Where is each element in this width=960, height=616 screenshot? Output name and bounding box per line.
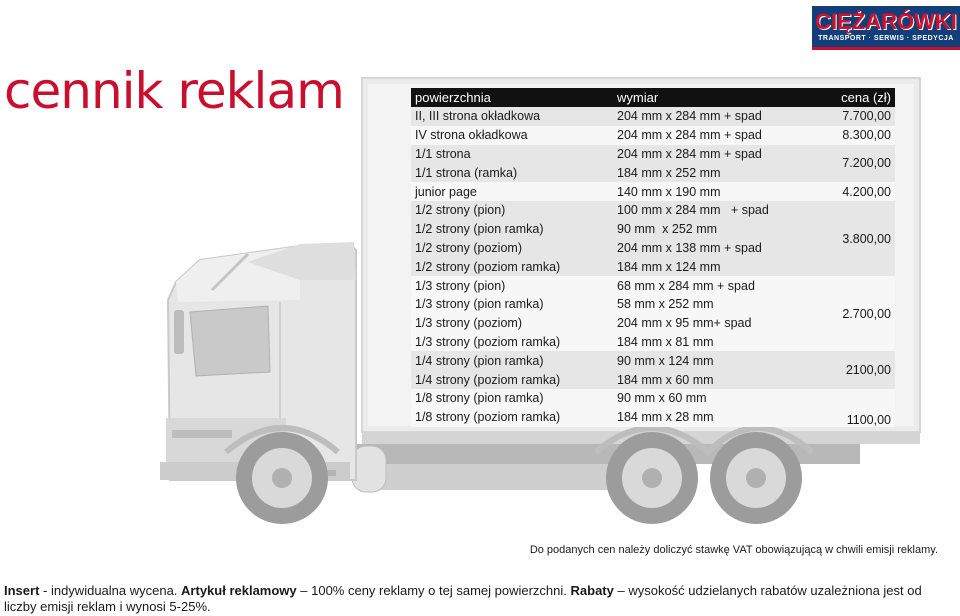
cell-area: 1/8 strony (poziom ramka): [411, 408, 613, 427]
cell-area: 1/2 strony (pion): [411, 201, 613, 220]
cell-dimension: 204 mm x 284 mm + spad: [613, 107, 811, 126]
cell-price: 8.300,00: [811, 126, 895, 145]
insert-text: - indywidualna wycena.: [39, 583, 182, 598]
cell-area: 1/1 strona (ramka): [411, 163, 613, 182]
cell-dimension: 204 mm x 138 mm + spad: [613, 239, 811, 258]
header-area: powierzchnia: [411, 88, 613, 107]
cell-area: 1/2 strony (pion ramka): [411, 220, 613, 239]
brand-logo: [812, 6, 960, 50]
cell-price: 3.800,00: [811, 201, 895, 276]
cell-price: 4.200,00: [811, 182, 895, 201]
cell-dimension: 204 mm x 95 mm+ spad: [613, 314, 811, 333]
cell-dimension: 184 mm x 60 mm: [613, 370, 811, 389]
rebate-label: Rabaty: [570, 583, 614, 598]
header-dimension: wymiar: [613, 88, 811, 107]
logo-tagline: TRANSPORT · SERWIS · SPEDYCJA: [818, 35, 954, 42]
cell-area: 1/3 strony (pion ramka): [411, 295, 613, 314]
cell-area: junior page: [411, 182, 613, 201]
price-table: [411, 88, 895, 427]
cell-area: II, III strona okładkowa: [411, 107, 613, 126]
cell-dimension: 184 mm x 81 mm: [613, 333, 811, 352]
cell-area: 1/1 strona: [411, 145, 613, 164]
cell-dimension: 90 mm x 252 mm: [613, 220, 811, 239]
cell-dimension: 140 mm x 190 mm: [613, 182, 811, 201]
cell-dimension: 58 mm x 252 mm: [613, 295, 811, 314]
cell-area: 1/2 strony (poziom): [411, 239, 613, 258]
cell-price: 2100,00: [811, 351, 895, 389]
header-price: cena (zł): [811, 88, 895, 107]
cell-price: 7.200,00: [811, 145, 895, 183]
cell-price: 2.700,00: [811, 276, 895, 351]
table-row: [411, 201, 895, 220]
table-header-row: [411, 88, 895, 107]
rebate-text: – wysokość udzielanych rabatów uzależniona jest od liczby emisji reklam i wynosi 5-25%.: [4, 583, 922, 614]
footer-notes: [4, 583, 954, 615]
cell-price: 1100,00: [811, 389, 895, 427]
cell-price: 7.700,00: [811, 107, 895, 126]
table-row: [411, 182, 895, 201]
article-label: Artykuł reklamowy: [181, 583, 297, 598]
cell-area: 1/4 strony (pion ramka): [411, 351, 613, 370]
table-row: [411, 126, 895, 145]
cell-dimension: 90 mm x 124 mm: [613, 351, 811, 370]
cell-area: 1/3 strony (poziom ramka): [411, 333, 613, 352]
cell-dimension: 68 mm x 284 mm + spad: [613, 276, 811, 295]
cell-dimension: 184 mm x 252 mm: [613, 163, 811, 182]
logo-name: CIĘŻARÓWKI: [815, 9, 957, 34]
cell-area: 1/2 strony (poziom ramka): [411, 257, 613, 276]
page-title: cennik reklam: [4, 62, 344, 120]
vat-note: Do podanych cen należy doliczyć stawkę VAT obowiązującą w chwili emisji reklamy.: [529, 544, 938, 556]
cell-area: 1/8 strony (pion ramka): [411, 389, 613, 408]
cell-area: 1/4 strony (poziom ramka): [411, 370, 613, 389]
table-row: [411, 389, 895, 408]
cell-dimension: 204 mm x 284 mm + spad: [613, 145, 811, 164]
cell-dimension: 100 mm x 284 mm + spad: [613, 201, 811, 220]
table-row: [411, 145, 895, 164]
article-text: – 100% ceny reklamy o tej samej powierzchni.: [296, 583, 571, 598]
table-row: [411, 107, 895, 126]
cell-area: 1/3 strony (pion): [411, 276, 613, 295]
table-row: [411, 351, 895, 370]
cell-dimension: 90 mm x 60 mm: [613, 389, 811, 408]
cell-dimension: 204 mm x 284 mm + spad: [613, 126, 811, 145]
cell-area: IV strona okładkowa: [411, 126, 613, 145]
cell-area: 1/3 strony (poziom): [411, 314, 613, 333]
cell-dimension: 184 mm x 28 mm: [613, 408, 811, 427]
price-table-body: [411, 107, 895, 427]
table-row: [411, 276, 895, 295]
cell-dimension: 184 mm x 124 mm: [613, 257, 811, 276]
insert-label: Insert: [4, 583, 40, 598]
